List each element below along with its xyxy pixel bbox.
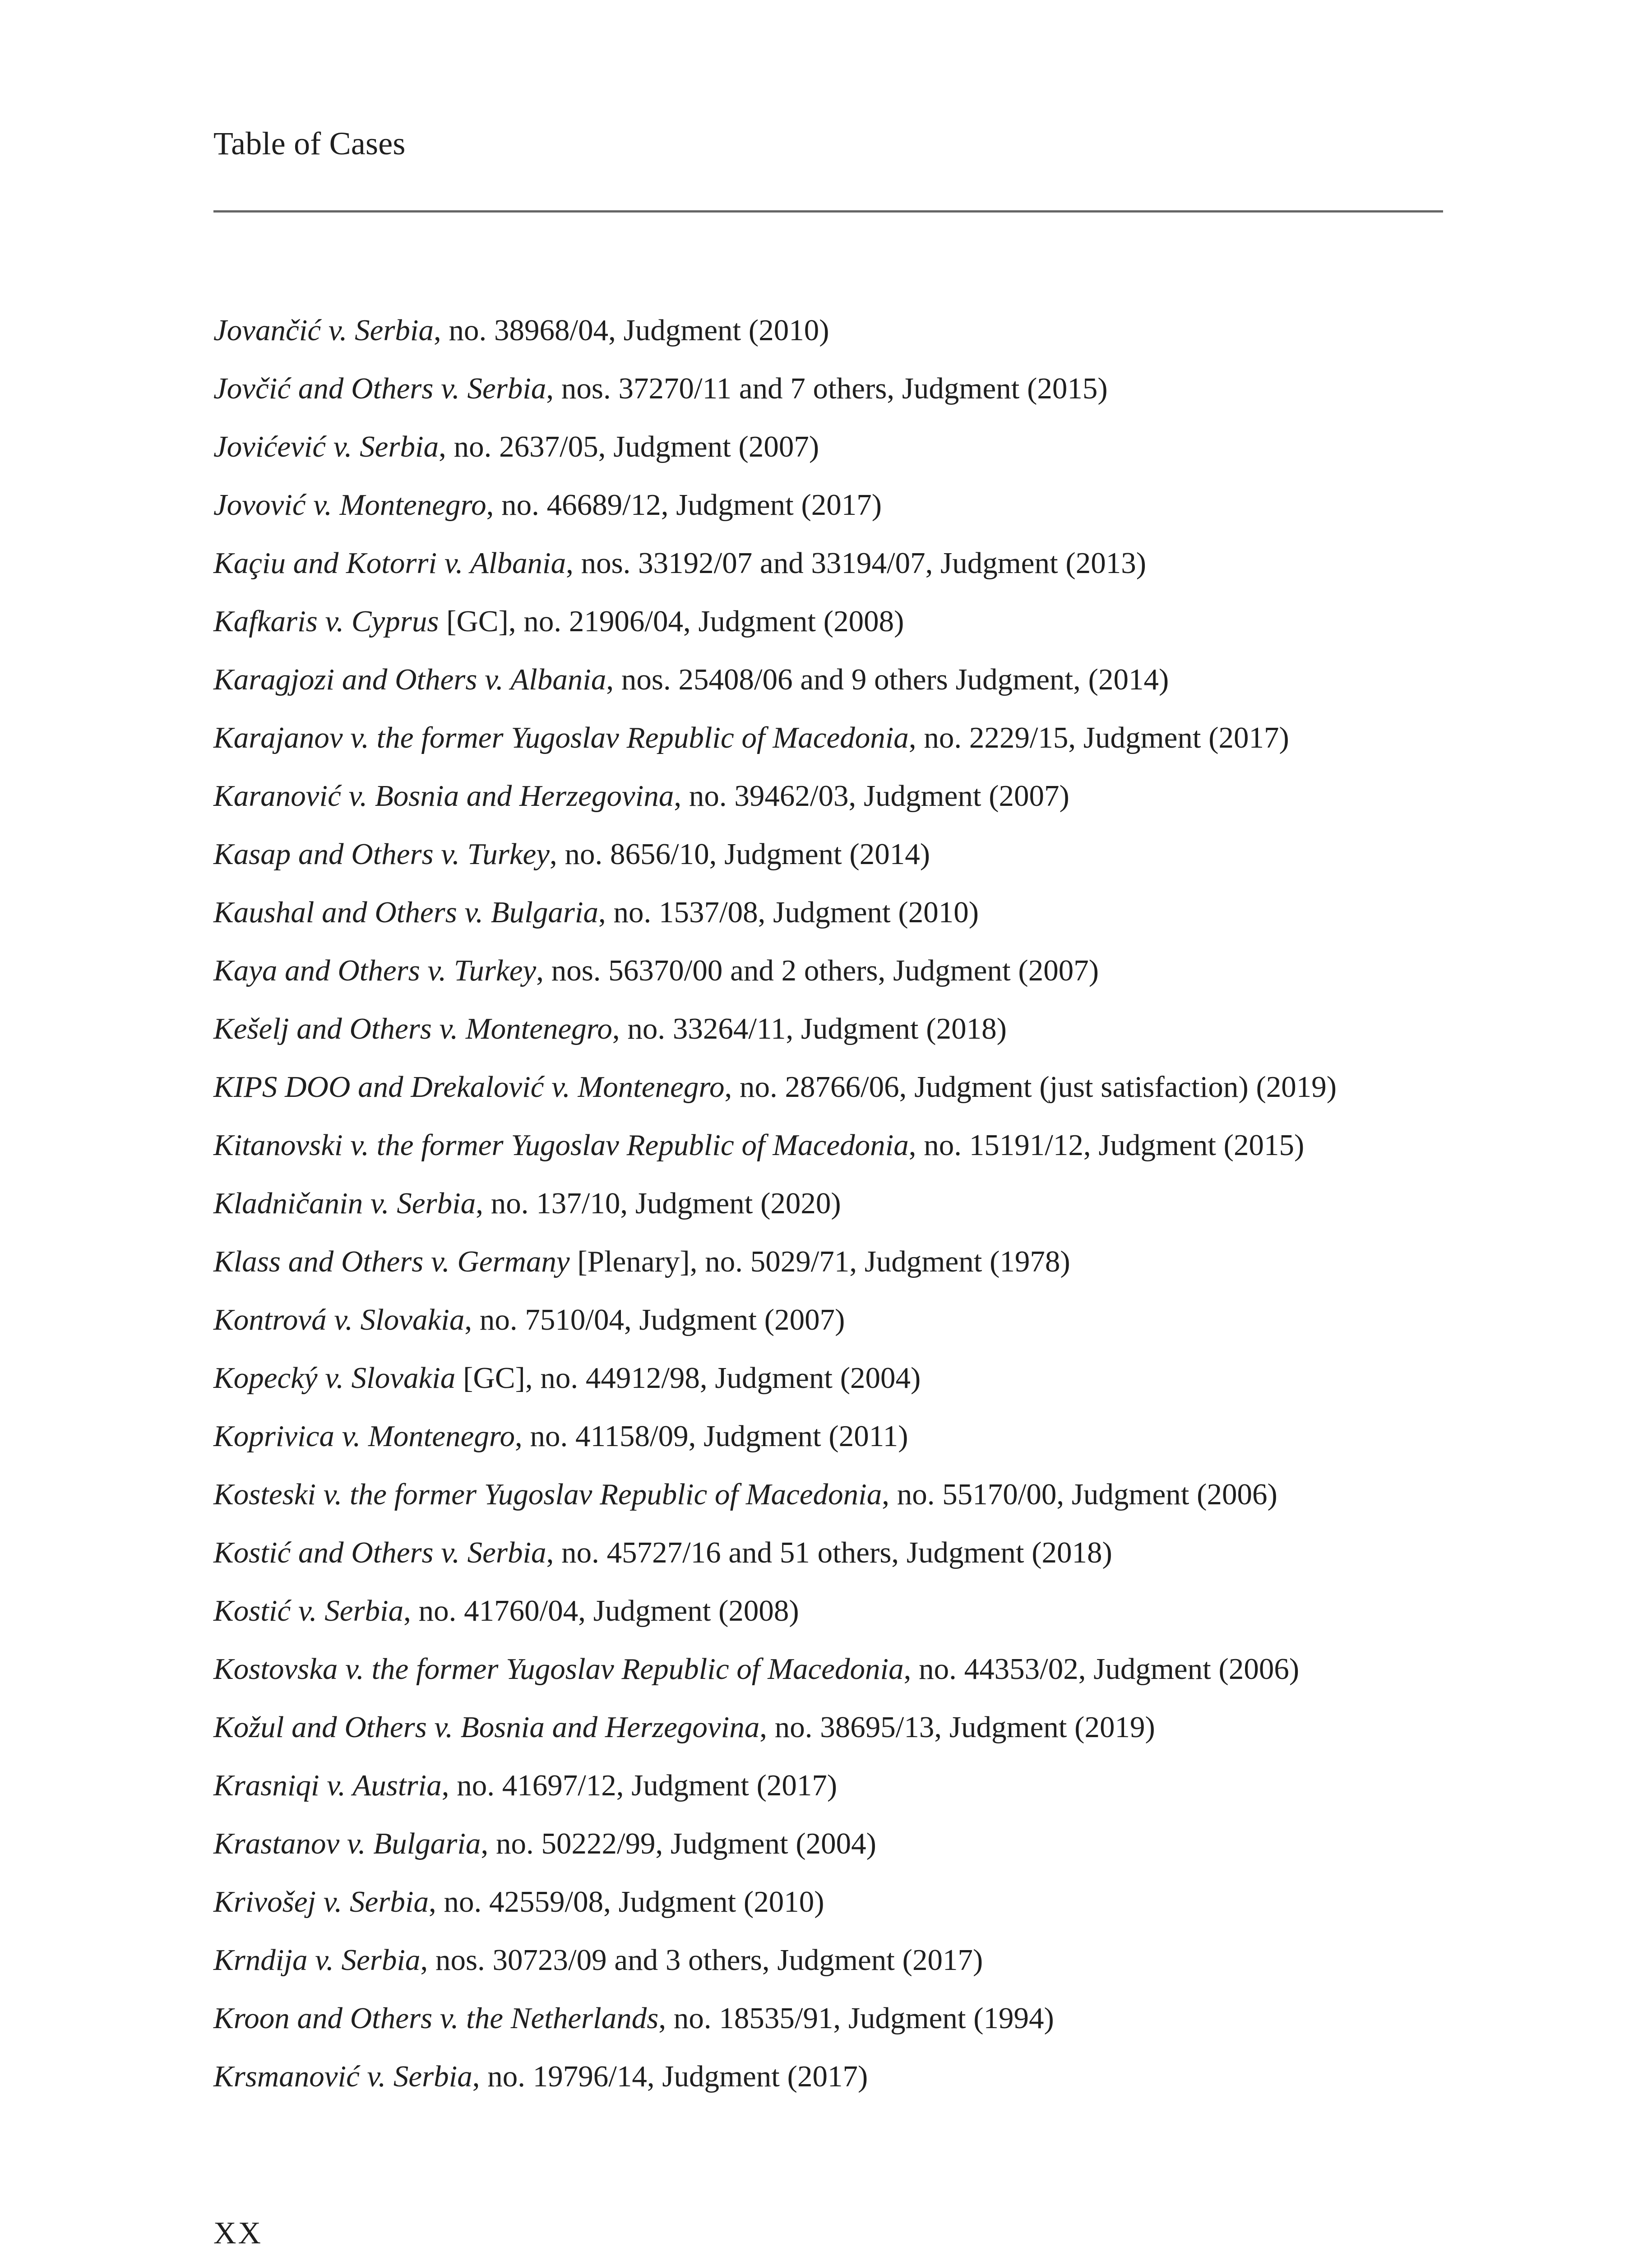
case-details: , nos. 30723/09 and 3 others, Judgment (2017) [420, 1943, 983, 1977]
case-entry [213, 1938, 1443, 1982]
case-details: , no. 44353/02, Judgment (2006) [903, 1652, 1300, 1686]
case-title: Kasap and Others v. Turkey [213, 837, 550, 871]
case-entry [213, 949, 1443, 993]
case-details: , nos. 33192/07 and 33194/07, Judgment (2013) [566, 546, 1147, 580]
case-entry [213, 1473, 1443, 1516]
case-entry [213, 1415, 1443, 1458]
case-details: , no. 39462/03, Judgment (2007) [674, 779, 1069, 813]
case-entry [213, 1531, 1443, 1575]
case-entry [213, 1182, 1443, 1225]
case-title: Karanović v. Bosnia and Herzegovina [213, 779, 674, 813]
case-title: Jovančić v. Serbia [213, 314, 434, 347]
case-entry [213, 1240, 1443, 1284]
case-details: , no. 38968/04, Judgment (2010) [434, 314, 829, 347]
case-title: Kaushal and Others v. Bulgaria [213, 896, 599, 929]
case-title: Kostovska v. the former Yugoslav Republic of Macedonia [213, 1652, 904, 1686]
case-title: Kostić and Others v. Serbia [213, 1536, 546, 1569]
case-title: Karajanov v. the former Yugoslav Republic of Macedonia [213, 721, 909, 754]
case-title: Kopecký v. Slovakia [213, 1361, 456, 1395]
case-details: , no. 1537/08, Judgment (2010) [598, 896, 979, 929]
case-title: Koprivica v. Montenegro [213, 1419, 515, 1453]
case-details: , nos. 37270/11 and 7 others, Judgment (2015) [546, 372, 1108, 405]
case-title: Kitanovski v. the former Yugoslav Republic of Macedonia [213, 1128, 909, 1162]
case-details: , no. 33264/11, Judgment (2018) [612, 1012, 1007, 1045]
case-list [213, 309, 1443, 2113]
case-entry [213, 774, 1443, 818]
case-title: Jovićević v. Serbia [213, 430, 439, 463]
case-details: , no. 46689/12, Judgment (2017) [486, 488, 882, 522]
case-entry [213, 1997, 1443, 2040]
case-title: Krasniqi v. Austria [213, 1769, 442, 1802]
case-details: , no. 137/10, Judgment (2020) [476, 1187, 841, 1220]
case-entry [213, 1298, 1443, 1342]
case-title: Kroon and Others v. the Netherlands [213, 2002, 659, 2035]
case-title: Kaçiu and Kotorri v. Albania [213, 546, 566, 580]
case-details: , no. 55170/00, Judgment (2006) [882, 1478, 1277, 1511]
case-entry [213, 483, 1443, 527]
case-title: Kešelj and Others v. Montenegro [213, 1012, 612, 1045]
case-details: , no. 41697/12, Judgment (2017) [441, 1769, 838, 1802]
case-entry [213, 1123, 1443, 1167]
header-rule [213, 210, 1443, 213]
case-title: Jovović v. Montenegro [213, 488, 486, 522]
case-details: , no. 2637/05, Judgment (2007) [439, 430, 819, 463]
case-entry [213, 1764, 1443, 1808]
case-title: Krastanov v. Bulgaria [213, 1827, 481, 1860]
case-entry [213, 891, 1443, 934]
case-entry [213, 658, 1443, 702]
case-details: , nos. 25408/06 and 9 others Judgment, (2014) [606, 663, 1169, 696]
case-title: Kladničanin v. Serbia [213, 1187, 476, 1220]
case-details: , no. 45727/16 and 51 others, Judgment (2018) [546, 1536, 1112, 1569]
case-entry [213, 541, 1443, 585]
case-title: Kostić v. Serbia [213, 1594, 404, 1627]
case-entry [213, 1356, 1443, 1400]
case-title: Krsmanović v. Serbia [213, 2060, 472, 2093]
case-entry [213, 1880, 1443, 1924]
case-title: Jovčić and Others v. Serbia [213, 372, 546, 405]
case-details: , no. 7510/04, Judgment (2007) [464, 1303, 845, 1336]
case-entry [213, 1706, 1443, 1749]
case-details: , nos. 56370/00 and 2 others, Judgment (2007) [536, 954, 1099, 987]
case-details: , no. 15191/12, Judgment (2015) [908, 1128, 1305, 1162]
case-details: , no. 18535/91, Judgment (1994) [658, 2002, 1054, 2035]
case-details: [GC], no. 44912/98, Judgment (2004) [455, 1361, 921, 1395]
case-details: , no. 41158/09, Judgment (2011) [514, 1419, 908, 1453]
case-entry [213, 367, 1443, 411]
running-header: Table of Cases [213, 125, 406, 162]
case-entry [213, 832, 1443, 876]
case-title: Kaya and Others v. Turkey [213, 954, 537, 987]
case-details: , no. 28766/06, Judgment (just satisfaction) (2019) [724, 1070, 1337, 1104]
case-details: , no. 8656/10, Judgment (2014) [550, 837, 930, 871]
case-entry [213, 309, 1443, 352]
case-details: , no. 41760/04, Judgment (2008) [403, 1594, 799, 1627]
case-title: Kožul and Others v. Bosnia and Herzegovina [213, 1710, 760, 1744]
case-entry [213, 1589, 1443, 1633]
case-title: Kontrová v. Slovakia [213, 1303, 465, 1336]
case-title: Krndija v. Serbia [213, 1943, 421, 1977]
page-number: XX [213, 2216, 263, 2251]
case-entry [213, 1007, 1443, 1051]
case-details: [Plenary], no. 5029/71, Judgment (1978) [569, 1245, 1070, 1278]
case-entry [213, 1065, 1443, 1109]
case-details: [GC], no. 21906/04, Judgment (2008) [439, 605, 904, 638]
case-title: Karagjozi and Others v. Albania [213, 663, 606, 696]
case-entry [213, 716, 1443, 760]
case-title: Krivošej v. Serbia [213, 1885, 429, 1919]
case-details: , no. 2229/15, Judgment (2017) [908, 721, 1289, 754]
case-entry [213, 1647, 1443, 1691]
case-entry [213, 600, 1443, 643]
case-details: , no. 19796/14, Judgment (2017) [472, 2060, 868, 2093]
case-title: Kafkaris v. Cyprus [213, 605, 439, 638]
case-entry [213, 1822, 1443, 1866]
case-title: Klass and Others v. Germany [213, 1245, 570, 1278]
case-title: KIPS DOO and Drekalović v. Montenegro [213, 1070, 725, 1104]
case-entry [213, 2055, 1443, 2099]
case-details: , no. 42559/08, Judgment (2010) [428, 1885, 824, 1919]
case-details: , no. 38695/13, Judgment (2019) [759, 1710, 1155, 1744]
case-title: Kosteski v. the former Yugoslav Republic of Macedonia [213, 1478, 882, 1511]
case-details: , no. 50222/99, Judgment (2004) [481, 1827, 876, 1860]
case-entry [213, 425, 1443, 469]
